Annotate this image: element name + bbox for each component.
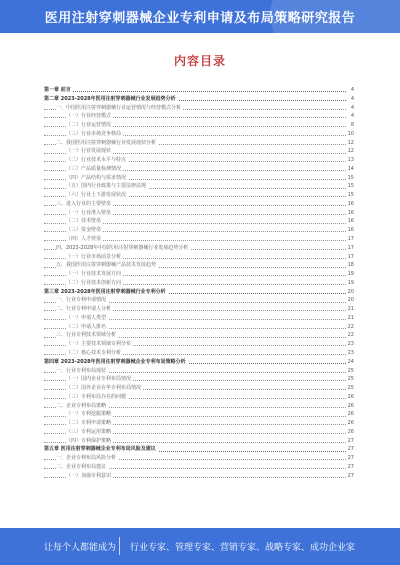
toc-entry-text: （一）行业准入壁垒: [66, 209, 112, 216]
toc-entry-text: （四）专利保护策略: [66, 437, 112, 444]
toc-entry-text: 二、我国医用注射穿刺器械行业发展现状分析: [56, 139, 157, 146]
toc-entry-text: （二）专利申请策略: [66, 420, 112, 427]
toc-entry[interactable]: [44, 402, 354, 411]
toc-page-number: 14: [347, 165, 354, 172]
toc-page-number: 8: [346, 121, 354, 130]
toc-entry-text: 一、中国医用注射穿刺器械行业运营情况与经营模式分析: [56, 104, 182, 111]
toc-entry-text: （三）行业市场竞争格局: [66, 130, 122, 137]
toc-page-number: 26: [347, 393, 354, 400]
toc-entry-text: 第二章 2023-2028年医用注射穿刺器械行业发展趋势分析: [44, 95, 176, 102]
toc-entry-text: 三、行业专利技术领域分析: [56, 332, 117, 339]
toc-page-number: 27: [347, 446, 354, 453]
toc-entry[interactable]: [44, 235, 354, 244]
toc-entry[interactable]: [44, 261, 354, 270]
toc-page-number: 27: [347, 463, 354, 470]
toc-page-number: 27: [347, 437, 354, 444]
toc-entry-text: （一）申请人类型: [66, 314, 107, 321]
toc-entry[interactable]: [44, 139, 354, 148]
toc-entry-text: 四、2023-2028年中国医用注射穿刺器械行业发展趋势分析: [56, 244, 189, 251]
toc-entry-text: 二、企业专利布局建议: [56, 463, 107, 470]
footer-divider: [119, 537, 120, 555]
toc-entry[interactable]: [44, 331, 354, 340]
toc-entry[interactable]: [44, 209, 354, 218]
toc-page-number: 20: [347, 288, 354, 295]
toc-entry-text: （三）产品质量检测情况: [66, 165, 122, 172]
toc-entry-text: 一、行业专利申请情况: [56, 297, 107, 304]
toc-entry[interactable]: [44, 340, 354, 349]
footer-slogan-right: 行业专家、管理专家、营销专家、战略专家、成功企业家: [130, 543, 356, 553]
toc-entry-text: （二）行业运营情况: [66, 122, 112, 129]
toc-entry[interactable]: [44, 174, 354, 183]
toc-entry[interactable]: [44, 375, 354, 384]
report-title: 医用注射穿刺器械企业专利申请及布局策略研究报告: [44, 11, 356, 26]
toc-page-number: 16: [347, 218, 354, 225]
toc-entry[interactable]: [44, 384, 354, 393]
toc-entry[interactable]: [44, 367, 354, 376]
toc-entry-text: （四）产品结构与需求情况: [66, 174, 127, 181]
toc-entry[interactable]: [44, 95, 354, 104]
toc-entry[interactable]: [44, 182, 354, 191]
footer-slogan-left: 让每个人都能成为: [44, 543, 117, 553]
toc-entry-text: （五）国内行业政策与主要法律法规: [66, 183, 147, 190]
toc-entry[interactable]: [44, 112, 354, 121]
toc-entry[interactable]: [44, 147, 354, 156]
toc-page-number: 26: [347, 420, 354, 427]
toc-page-number: 21: [347, 306, 354, 313]
toc-entry-text: （四）人才壁垒: [66, 236, 102, 243]
toc-entry-text: （一）专利挖掘策略: [66, 411, 112, 418]
toc-entry-text: （一）加强专利意识: [66, 472, 112, 479]
toc-entry-text: 一、企业专利布局风险分析: [56, 455, 117, 462]
toc-page-number: 19: [347, 279, 354, 286]
toc-entry-text: （一）行业市场前景分析: [66, 253, 122, 260]
toc-page-number: 4: [346, 112, 354, 121]
toc-entry[interactable]: [44, 445, 354, 454]
toc-page-number: 4: [346, 104, 354, 113]
toc-page-number: 26: [347, 402, 354, 409]
toc-page-number: 18: [347, 262, 354, 269]
toc-entry[interactable]: [44, 393, 354, 402]
toc-entry[interactable]: [44, 121, 354, 130]
toc-page-number: 13: [347, 157, 354, 164]
toc-entry[interactable]: [44, 314, 354, 323]
toc-entry[interactable]: [44, 472, 354, 481]
toc-entry-text: 第一章 前言: [44, 87, 71, 93]
toc-leader-dots: [44, 91, 346, 92]
toc-entry[interactable]: [44, 217, 354, 226]
toc-entry[interactable]: [44, 323, 354, 332]
toc-entry[interactable]: [44, 244, 354, 253]
toc-page-number: 4: [346, 95, 354, 104]
toc-page-number: 15: [347, 183, 354, 190]
toc-entry-text: 第三章 2023-2028年医用注射穿刺器械行业专利分析: [44, 288, 166, 295]
toc-entry[interactable]: [44, 156, 354, 165]
toc-page-number: 10: [347, 130, 354, 137]
table-of-contents: [44, 86, 354, 480]
toc-page-number: 26: [347, 411, 354, 418]
toc-entry-text: （三）专利布局存在的问题: [66, 393, 127, 400]
toc-entry[interactable]: [44, 349, 354, 358]
toc-page-number: 16: [347, 227, 354, 234]
toc-entry-text: 三、进入行业的主要壁垒: [56, 200, 112, 207]
toc-heading: 内容目录: [173, 54, 226, 68]
toc-entry-text: （二）技术壁垒: [66, 218, 102, 225]
toc-entry[interactable]: [44, 296, 354, 305]
toc-entry-text: （三）专利运用策略: [66, 428, 112, 435]
toc-page-number: 23: [347, 349, 354, 356]
toc-entry-text: （一）国内企业专利布局情况: [66, 376, 132, 383]
toc-entry[interactable]: [44, 288, 354, 297]
toc-entry[interactable]: [44, 454, 354, 463]
toc-entry-text: （一）行业发展现状: [66, 148, 112, 155]
toc-entry-text: 一、行业专利布局现状: [56, 367, 107, 374]
toc-page-number: 25: [347, 376, 354, 383]
toc-page-number: 22: [347, 323, 354, 330]
toc-page-number: 17: [347, 236, 354, 243]
toc-entry-text: （一）主要技术领域专利分布: [66, 341, 132, 348]
toc-page-number: 25: [347, 385, 354, 392]
toc-page-number: 27: [347, 472, 354, 479]
toc-entry[interactable]: [44, 226, 354, 235]
toc-entry-text: （一）行业技术发展方向: [66, 271, 122, 278]
toc-entry-text: （二）行业技术创新方向: [66, 279, 122, 286]
toc-entry[interactable]: [44, 437, 354, 446]
toc-page-number: 17: [347, 253, 354, 260]
toc-entry[interactable]: [44, 130, 354, 139]
toc-page-number: 4: [346, 86, 354, 95]
toc-entry-text: 第五章 医用注射穿刺器械企业专利布局风险及建议: [44, 446, 156, 453]
toc-page-number: 16: [347, 209, 354, 216]
toc-entry[interactable]: [44, 410, 354, 419]
toc-entry[interactable]: [44, 191, 354, 200]
toc-entry[interactable]: [44, 358, 354, 367]
toc-entry-text: （二）申请人排名: [66, 323, 107, 330]
toc-page-number: 24: [347, 358, 354, 365]
report-footer-banner: [0, 528, 400, 565]
toc-entry[interactable]: [44, 165, 354, 174]
toc-entry[interactable]: [44, 253, 354, 262]
toc-entry[interactable]: [44, 104, 354, 113]
toc-entry[interactable]: [44, 279, 354, 288]
toc-entry-text: （二）核心技术专利分析: [66, 349, 122, 356]
toc-entry-text: （一）行业经营模式: [66, 113, 112, 120]
toc-entry[interactable]: [44, 419, 354, 428]
toc-page-number: 19: [347, 271, 354, 278]
toc-page-number: 17: [347, 244, 354, 251]
toc-entry-text: 二、企业专利布局策略: [56, 402, 107, 409]
toc-entry-text: 第四章 2023-2028年医用注射穿刺器械企业专利布局策略分析: [44, 358, 186, 365]
toc-entry-text: （六）行业上下游发展状况: [66, 192, 127, 199]
toc-entry[interactable]: [44, 200, 354, 209]
toc-entry[interactable]: [44, 86, 354, 95]
toc-entry[interactable]: [44, 428, 354, 437]
toc-page-number: 15: [347, 192, 354, 199]
toc-entry[interactable]: [44, 305, 354, 314]
toc-page-number: 22: [347, 332, 354, 339]
report-header-banner: [0, 0, 400, 33]
toc-page-number: 27: [347, 455, 354, 462]
toc-page-number: 23: [347, 341, 354, 348]
toc-entry-text: （三）资金壁垒: [66, 227, 102, 234]
toc-page-number: 20: [347, 297, 354, 304]
toc-entry-text: （二）国外企业在华专利布局情况: [66, 385, 142, 392]
toc-page-number: 15: [347, 174, 354, 181]
toc-page-number: 16: [347, 200, 354, 207]
toc-entry[interactable]: [44, 270, 354, 279]
toc-entry-text: （二）行业技术水平与特点: [66, 157, 127, 164]
toc-entry-text: 五、我国医用注射穿刺器械产品技术发展趋势: [56, 262, 157, 269]
toc-entry-text: 二、行业专利申请人分析: [56, 306, 112, 313]
toc-page-number: 12: [347, 139, 354, 146]
toc-page-number: 25: [347, 367, 354, 374]
toc-page-number: 12: [347, 148, 354, 155]
toc-page-number: 21: [347, 314, 354, 321]
toc-page-number: 26: [347, 428, 354, 435]
toc-entry[interactable]: [44, 463, 354, 472]
